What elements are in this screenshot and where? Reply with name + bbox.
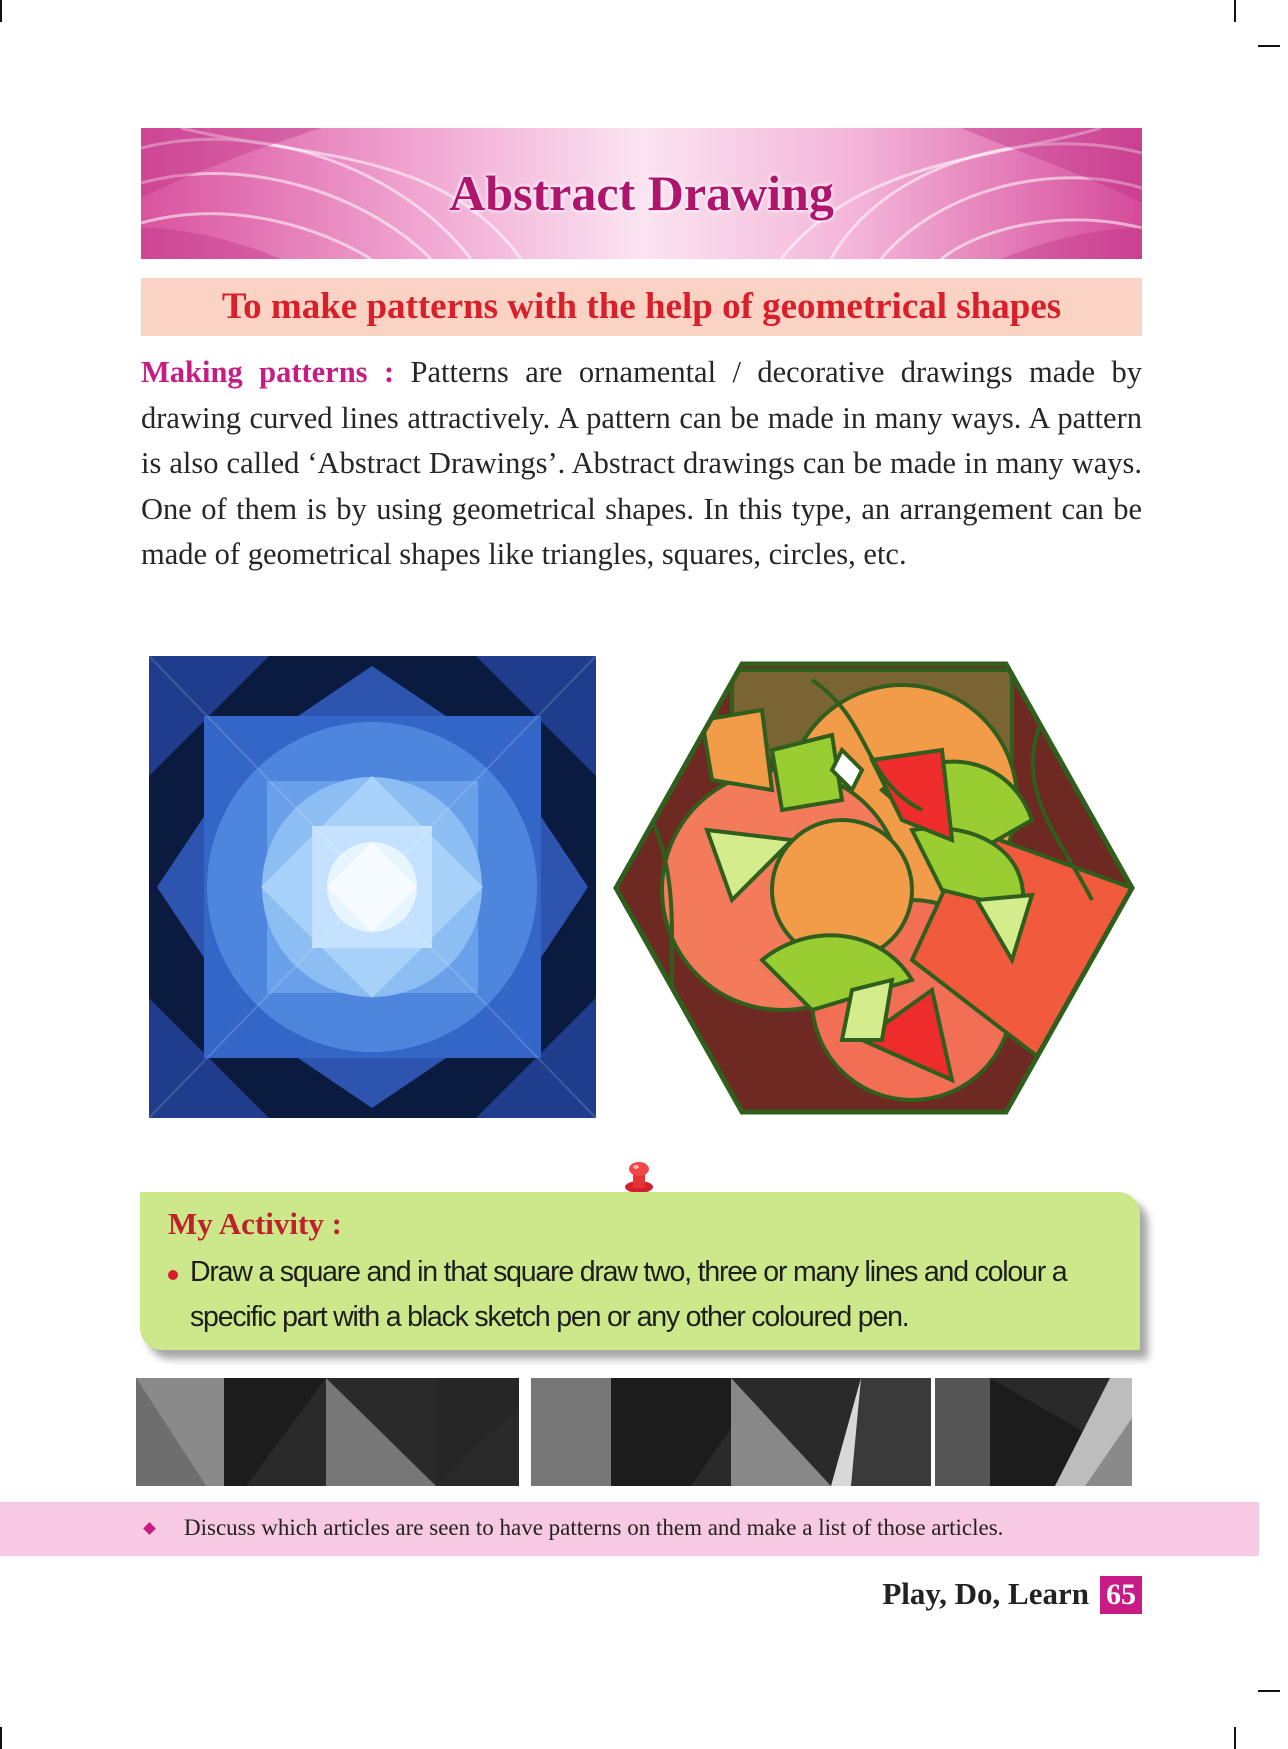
crop-mark xyxy=(0,1727,2,1749)
triangle-pattern-strip xyxy=(136,1378,519,1486)
discussion-text: Discuss which articles are seen to have patterns on them and make a list of those articles. xyxy=(184,1515,1004,1540)
page-number-badge: 65 xyxy=(1100,1576,1142,1614)
intro-paragraph xyxy=(141,350,1142,578)
footer-book-title: Play, Do, Learn xyxy=(882,1576,1089,1611)
section-subtitle: To make patterns with the help of geometrical shapes xyxy=(141,278,1142,336)
triangle-pattern-strip xyxy=(935,1378,1132,1486)
intro-body: Patterns are ornamental / decorative drawings made by drawing curved lines attractively. A pattern can be made in many ways. A pattern is also called ‘Abstract Drawings’. Abstract drawings can be made in many ways. One of them is by using geometrical shapes. In this type, an arrangement can be made of geometrical shapes like triangles, squares, circles, etc. xyxy=(141,355,1142,571)
page-title: Abstract Drawing xyxy=(449,165,834,221)
triangle-pattern-strip xyxy=(531,1378,931,1486)
crop-mark xyxy=(1234,1727,1236,1749)
activity-box xyxy=(140,1192,1140,1350)
title-banner xyxy=(141,128,1142,259)
blue-geometric-artwork xyxy=(149,656,596,1118)
activity-title: My Activity : xyxy=(168,1206,342,1241)
diamond-bullet-icon xyxy=(143,1522,156,1535)
crop-mark xyxy=(1258,1690,1280,1692)
intro-lead: Making patterns : xyxy=(141,355,395,389)
discussion-strip xyxy=(0,1502,1259,1556)
crop-mark xyxy=(1258,45,1280,47)
crop-mark xyxy=(0,0,2,22)
hexagon-geometric-artwork xyxy=(612,660,1137,1115)
crop-mark xyxy=(1234,0,1236,22)
bullet-icon xyxy=(168,1270,178,1280)
activity-item: Draw a square and in that square draw two, three or many lines and colour a specific part with a black sketch pen or any other coloured pen. xyxy=(190,1256,1067,1333)
